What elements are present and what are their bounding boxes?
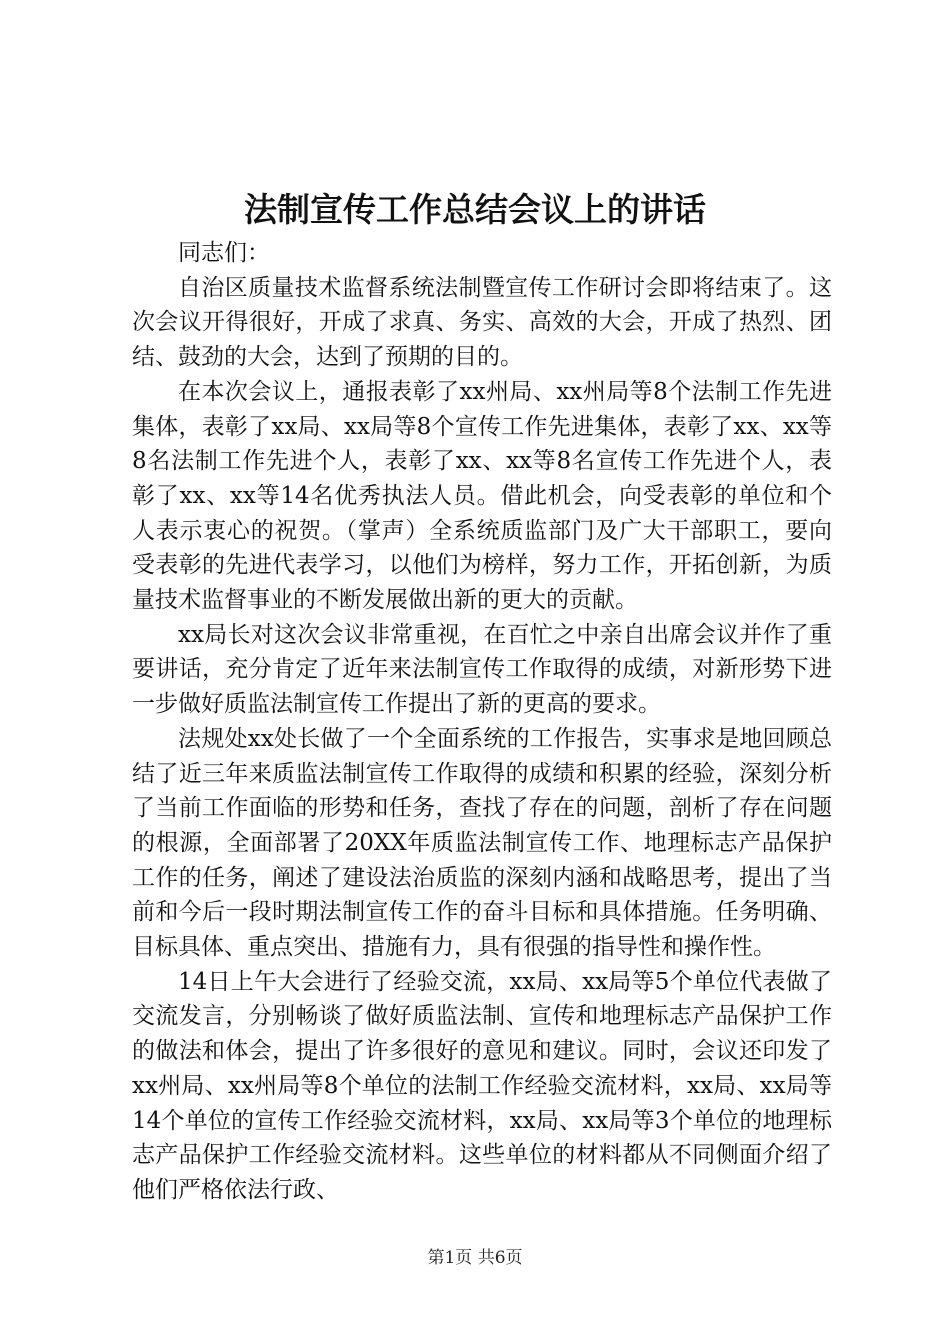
salutation: 同志们：	[178, 240, 270, 266]
paragraph: 在本次会议上，通报表彰了xx州局、xx州局等8个法制工作先进集体，表彰了xx局、xx局等8个宣传工作先进集体，表彰了xx、xx等8名法制工作先进个人，表彰了xx、xx等8名宣传工作先进个人，表彰了xx、xx等14名优秀执法人员。借此机会，向受表彰的单位和个人表示衷心的祝贺。（掌声）全系统质监部门及广大干部职工，要向受表彰的先进代表学习，以他们为榜样，努力工作，开拓创新，为质量技术监督事业的不断发展做出新的更大的贡献。	[132, 378, 832, 614]
paragraph: xx局长对这次会议非常重视，在百忙之中亲自出席会议并作了重要讲话，充分肯定了近年来法制宣传工作取得的成绩，对新形势下进一步做好质监法制宣传工作提出了新的更高的要求。	[132, 621, 832, 718]
paragraph: 法规处xx处长做了一个全面系统的工作报告，实事求是地回顾总结了近三年来质监法制宣传工作取得的成绩和积累的经验，深刻分析了当前工作面临的形势和任务，查找了存在的问题，剖析了存在问题的根源，全面部署了20XX年质监法制宣传工作、地理标志产品保护工作的任务，阐述了建设法治质监的深刻内涵和战略思考，提出了当前和今后一段时期法制宣传工作的奋斗目标和具体措施。任务明确、目标具体、重点突出、措施有力，具有很强的指导性和操作性。	[132, 725, 832, 961]
document-title: 法制宣传工作总结会议上的讲话	[244, 190, 706, 229]
page-number-footer: 第1页 共6页	[427, 1248, 523, 1268]
paragraph: 自治区质量技术监督系统法制暨宣传工作研讨会即将结束了。这次会议开得很好，开成了求真、务实、高效的大会，开成了热烈、团结、鼓劲的大会，达到了预期的目的。	[132, 274, 832, 371]
paragraph: 14日上午大会进行了经验交流，xx局、xx局等5个单位代表做了交流发言，分别畅谈了做好质监法制、宣传和地理标志产品保护工作的做法和体会，提出了许多很好的意见和建议。同时，会议还印发了xx州局、xx州局等8个单位的法制工作经验交流材料，xx局、xx局等14个单位的宣传工作经验交流材料，xx局、xx局等3个单位的地理标志产品保护工作经验交流材料。这些单位的材料都从不同侧面介绍了他们严格依法行政、	[132, 968, 832, 1203]
document-body	[132, 236, 832, 1208]
